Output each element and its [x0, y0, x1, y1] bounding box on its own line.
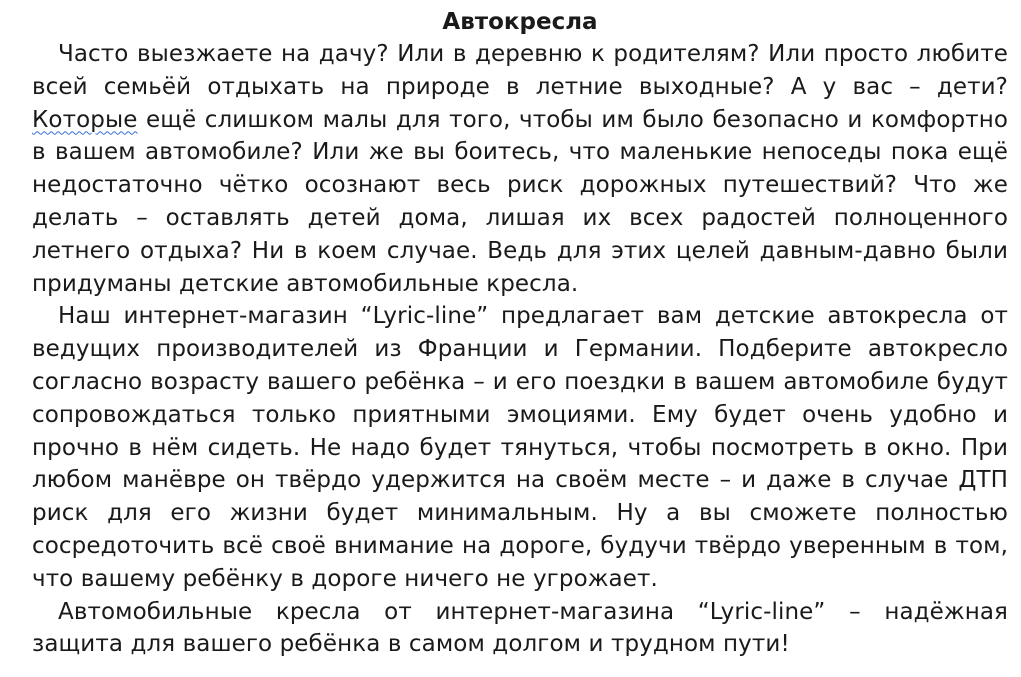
paragraph-3: Автомобильные кресла от интернет-магазина “Lyric-line” – надёжная защита для вашего ребёнка в самом долгом и трудном пути! [32, 598, 1008, 658]
paragraph-1-rest: ещё слишком малы для того, чтобы им было безопасно и комфортно в вашем автомобиле? Или же вы боитесь, что маленькие непоседы пока ещё недостаточно чётко осознают весь риск дорожных путешествий? Что же делать – оставлять детей дома, лишая их всех радостей полноценного летнего отдыха? Ни в коем случае. Ведь для этих целей давным-давно были придуманы детские автомобильные кресла. [32, 106, 1008, 297]
paragraph-1-lead: Часто выезжаете на дачу? Или в деревню к родителям? Или просто любите всей семьёй отдыхать на природе в летние выходные? А у вас – дети? [32, 41, 1008, 100]
document-page [32, 6, 1008, 661]
paragraph-2: Наш интернет-магазин “Lyric-line” предлагает вам детские автокресла от ведущих производителей из Франции и Германии. Подберите автокресло согласно возрасту вашего ребёнка – и его поездки в вашем автомобиле будут сопровождаться только приятными эмоциями. Ему будет очень удобно и прочно в нём сидеть. Не надо будет тянуться, чтобы посмотреть в окно. При любом манёвре он твёрдо удержится на своём месте – и даже в случае ДТП риск для его жизни будет минимальным. Ну а вы сможете полностью сосредоточить всё своё внимание на дороге, будучи твёрдо уверенным в том, что вашему ребёнку в дороге ничего не угрожает. [32, 303, 1008, 592]
spellcheck-flagged-word[interactable]: Которые [32, 106, 138, 133]
document-title: Автокресла [442, 9, 598, 35]
paragraph-1 [32, 38, 1008, 300]
